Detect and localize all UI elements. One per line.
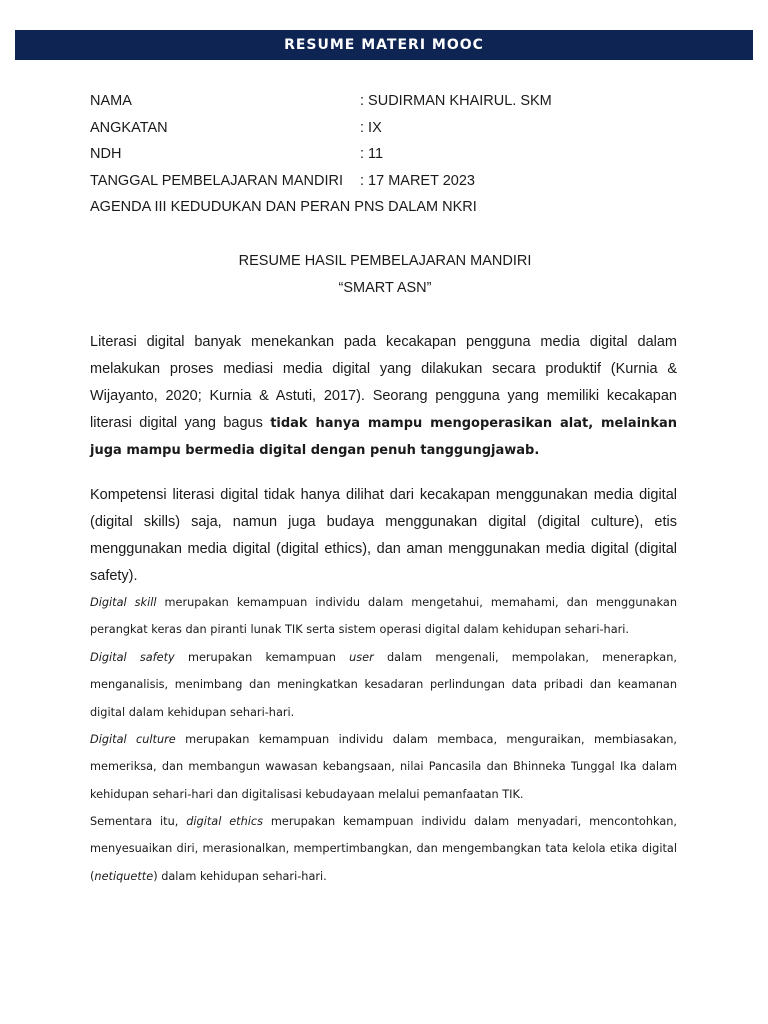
info-value: : 11 [360,146,384,163]
info-label: NDH [90,146,122,163]
definition-text: merupakan kemampuan [174,651,350,664]
definition-term: digital ethics [186,815,263,828]
paragraph-emphasis: tidak hanya mampu mengoperasikan alat, melainkan juga mampu bermedia digital dengan penuh tanggungjawab. [90,416,677,458]
document-title: RESUME MATERI MOOC [284,37,484,53]
definition-text: merupakan kemampuan individu dalam mengetahui, memahami, dan menggunakan perangkat keras dan piranti lunak TIK serta sistem operasi digital dalam kehidupan sehari-hari. [90,596,677,637]
header-banner [15,30,753,60]
info-row-tanggal [90,168,690,195]
info-value: : 17 MARET 2023 [360,172,475,189]
definition-term: Digital safety [90,651,175,664]
definition-text: merupakan kemampuan individu dalam menyadari, mencontohkan, menyesuaikan diri, merasionalkan, mempertimbangkan, dan mengembangkan tata kelola etika digital ( [90,815,677,883]
info-row-nama [90,88,690,115]
definition-term-user: user [349,651,374,664]
info-value: : SUDIRMAN KHAIRUL. SKM [360,93,552,109]
definition-digital-culture [90,726,677,808]
definition-prefix: Sementara itu, [90,815,187,828]
definition-digital-safety [90,644,677,726]
paragraph-kompetensi: Kompetensi literasi digital tidak hanya dilihat dari kecakapan menggunakan media digital (digital skills) saja, namun juga budaya menggunakan digital (digital culture), etis menggunakan media digital (digital ethics), dan aman menggunakan media digital (digital safety). [90,487,677,584]
agenda-text: AGENDA III KEDUDUKAN DAN PERAN PNS DALAM NKRI [90,199,477,216]
info-label: ANGKATAN [90,119,168,136]
paragraph-text: Literasi digital banyak menekankan pada kecakapan pengguna media digital dalam melakukan proses mediasi media digital yang dilakukan secara produktif (Kurnia & Wijayanto, 2020; Kurnia & Astuti, 2017). Seorang pengguna yang memiliki kecakapan literasi digital yang bagus [90,334,677,431]
definition-term-netiquette: netiquette [94,869,154,883]
definition-text: dalam mengenali, mempolakan, menerapkan, menganalisis, menimbang dan meningkatkan kesadaran perlindungan data pribadi dan keamanan digital dalam kehidupan sehari-hari. [90,651,677,719]
info-label: NAMA [90,93,132,109]
resume-subtitle: “SMART ASN” [338,280,432,296]
definition-digital-ethics [90,808,677,890]
definition-text: merupakan kemampuan individu dalam membaca, menguraikan, membiasakan, memeriksa, dan membangun wawasan kebangsaan, nilai Pancasila dan Bhinneka Tunggal Ika dalam kehidupan sehari-hari dan digitalisasi kebudayaan melalui pemanfaatan TIK. [90,733,677,801]
paragraph-literasi [90,329,677,464]
definition-digital-skill [90,589,677,644]
resume-title: RESUME HASIL PEMBELAJARAN MANDIRI [238,253,532,269]
info-row-angkatan [90,115,690,142]
definition-text: ) dalam kehidupan sehari-hari. [153,869,327,883]
info-value: : IX [360,119,382,136]
info-label: TANGGAL PEMBELAJARAN MANDIRI [90,172,343,189]
info-row-ndh [90,141,690,168]
agenda-line [90,194,690,221]
identity-block [90,88,690,221]
definition-term: Digital skill [90,596,157,609]
definition-term: Digital culture [90,733,176,746]
